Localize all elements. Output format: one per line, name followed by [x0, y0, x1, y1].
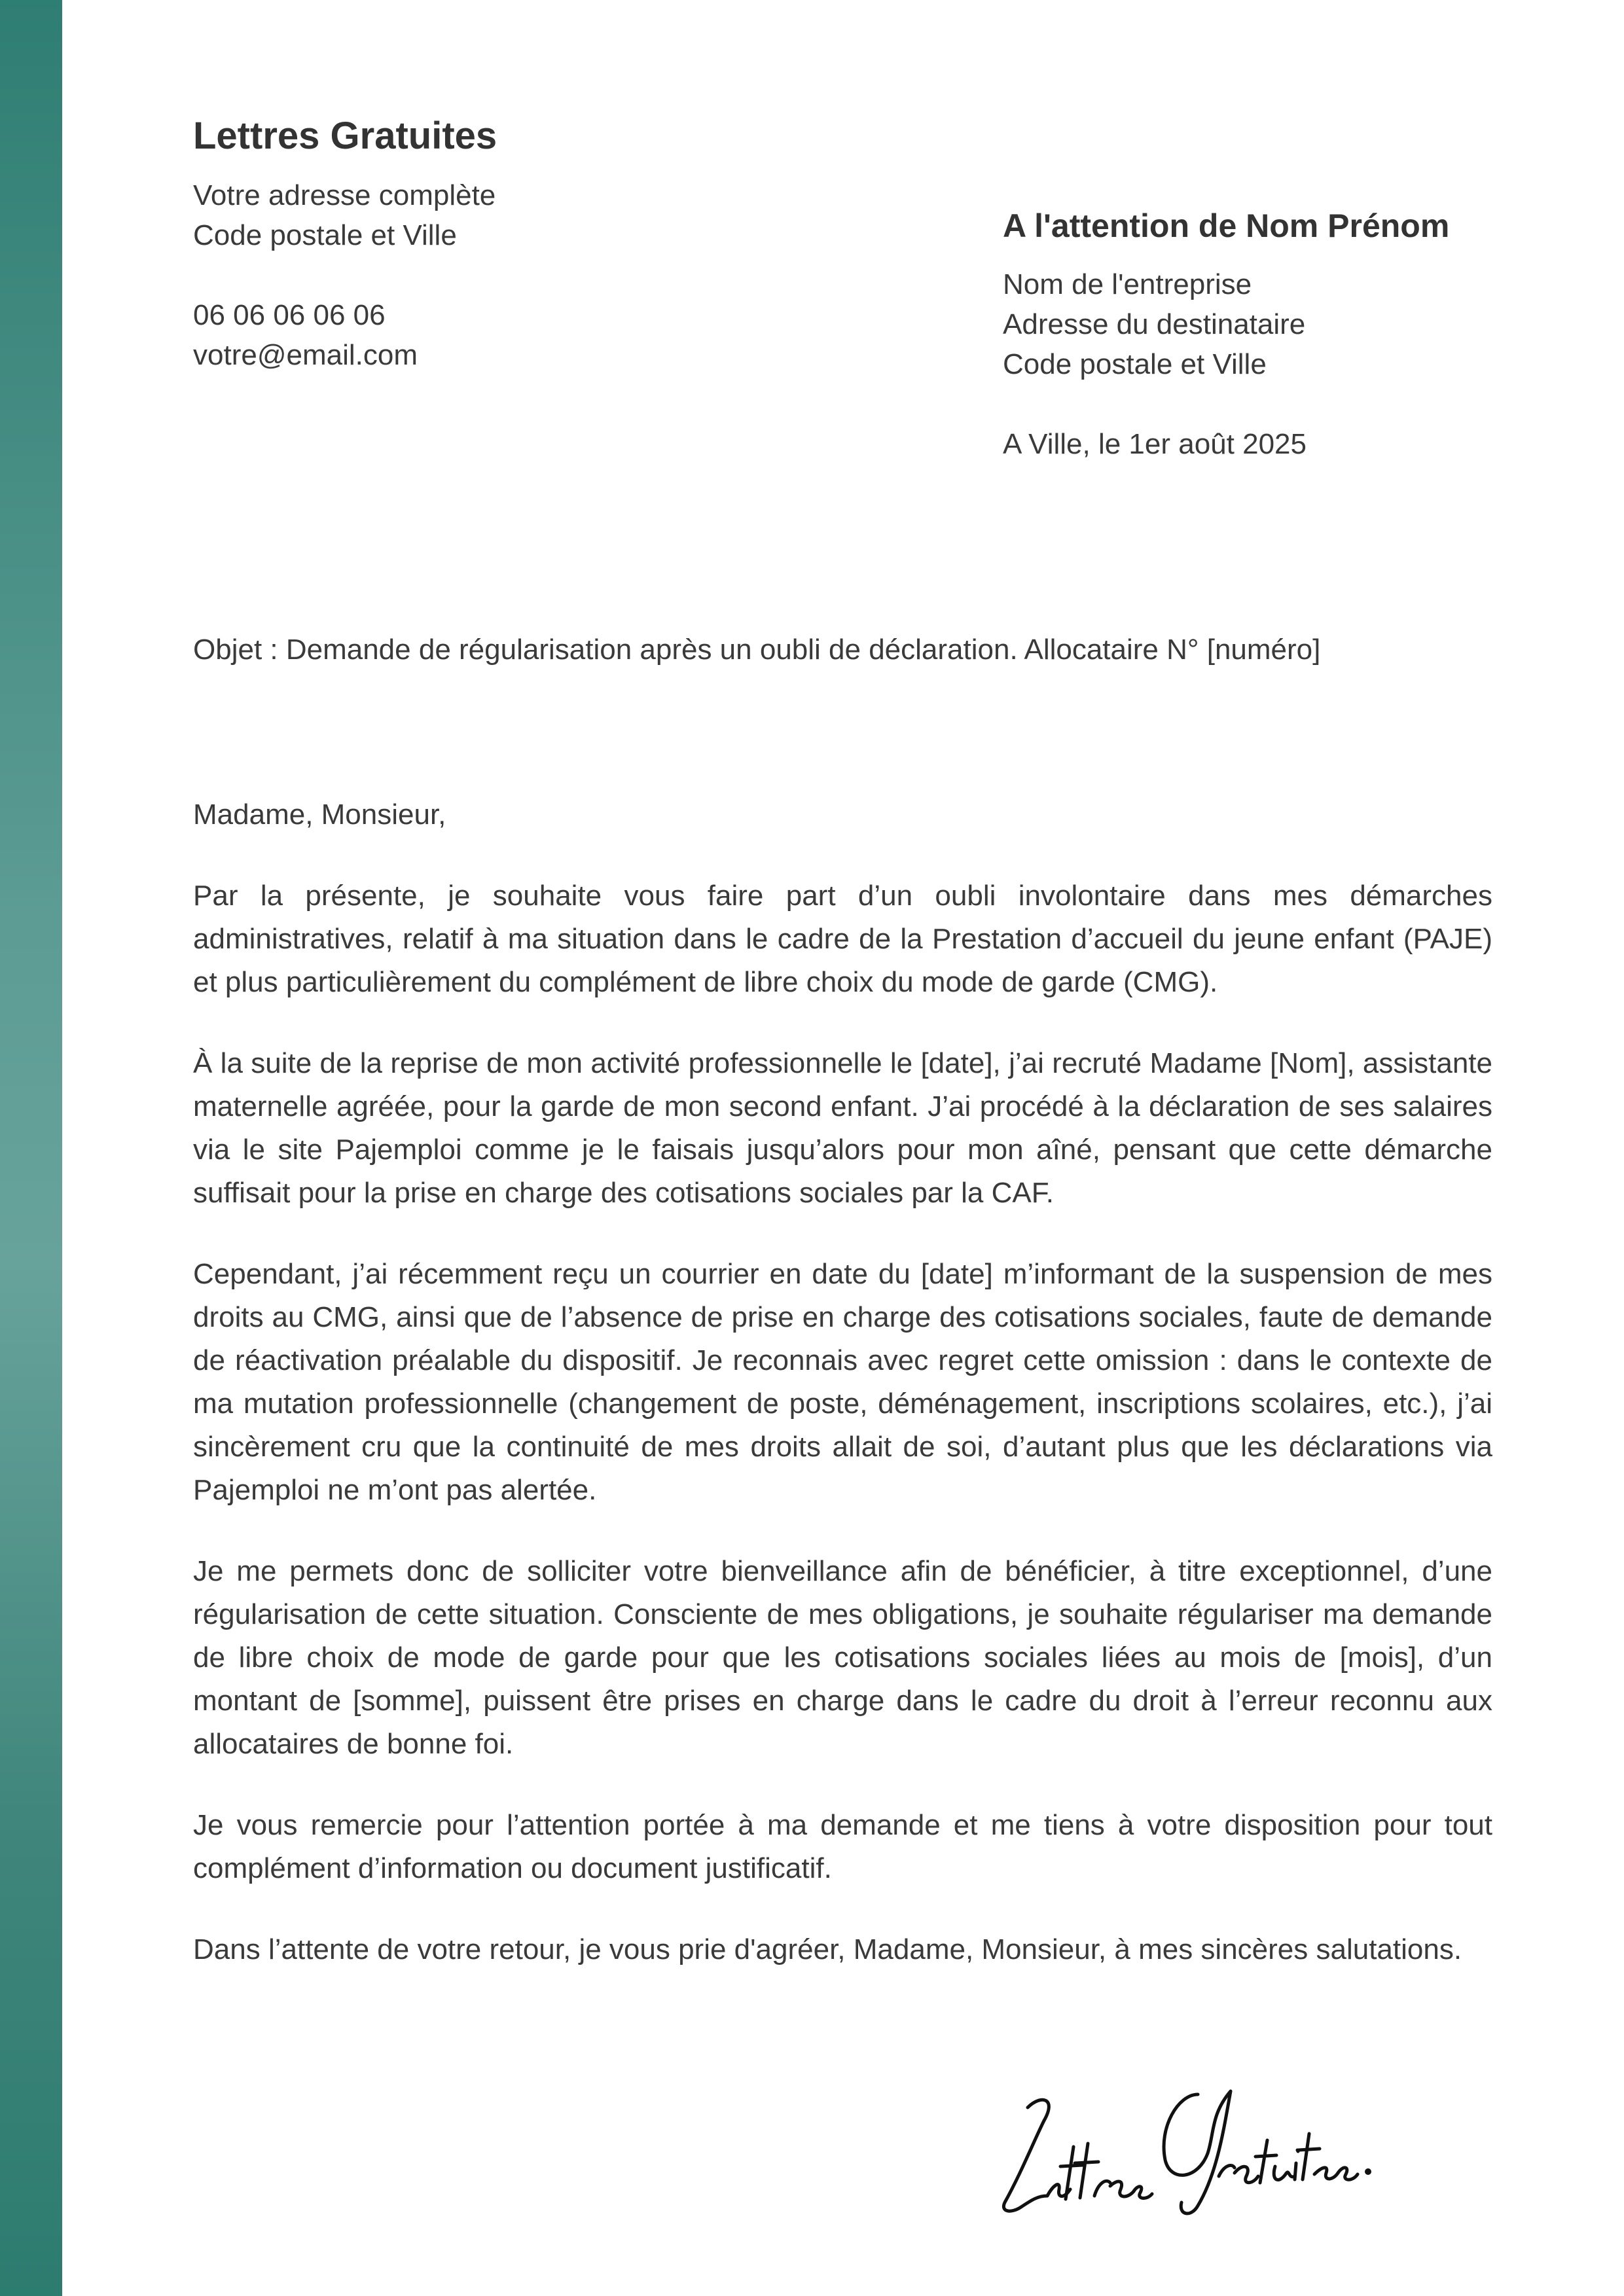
sender-name: Lettres Gratuites [193, 115, 497, 157]
sender-phone: 06 06 06 06 06 [193, 299, 386, 331]
recipient-city: Code postale et Ville [1003, 348, 1267, 380]
body-paragraph: Par la présente, je souhaite vous faire part d’un oubli involontaire dans mes démarches administratives, relatif à ma situation dans le cadre de la Prestation d’accueil du jeune enfant (PAJE) et plus particulièrement du complément de libre choix du mode de garde (CMG). [193, 880, 1492, 998]
letter-salutation: Madame, Monsieur, [193, 798, 446, 831]
handwritten-signature [982, 2068, 1375, 2225]
sender-city: Code postale et Ville [193, 219, 457, 251]
recipient-address: Adresse du destinataire [1003, 308, 1306, 340]
body-paragraph: Cependant, j’ai récemment reçu un courrier en date du [date] m’informant de la suspension de mes droits au CMG, ainsi que de l’absence de prise en charge des cotisations sociales, faute de demande de réactivation préalable du dispositif. Je reconnais avec regret cette omission : dans le contexte de ma mutation professionnelle (changement de poste, déménagement, inscriptions scolaires, etc.), j’ai sincèrement cru que la continuité de mes droits allait de soi, d’autant plus que les déclarations via Pajemploi ne m’ont pas alertée. [193, 1258, 1492, 1506]
letter-body [193, 793, 1492, 2009]
body-paragraph: Je me permets donc de solliciter votre bienveillance afin de bénéficier, à titre exceptionnel, d’une régularisation de cette situation. Consciente de mes obligations, je souhaite régulariser ma demande de libre choix de mode de garde pour que les cotisations sociales liées au mois de [mois], d’un montant de [somme], puissent être prises en charge dans le cadre du droit à l’erreur reconnu aux allocataires de bonne foi. [193, 1555, 1492, 1760]
body-paragraph: À la suite de la reprise de mon activité professionnelle le [date], j’ai recruté Madame [Nom], assistante maternelle agréée, pour la garde de mon second enfant. J’ai procédé à la déclaration de ses salaires via le site Pajemploi comme je le faisais jusqu’alors pour mon aîné, pensant que cette démarche suffisait pour la prise en charge des cotisations sociales par la CAF. [193, 1047, 1492, 1209]
letter-date: A Ville, le 1er août 2025 [1003, 428, 1307, 460]
recipient-company: Nom de l'entreprise [1003, 268, 1252, 300]
body-paragraph: Je vous remercie pour l’attention portée à ma demande et me tiens à votre disposition pour tout complément d’information ou document justificatif. [193, 1809, 1492, 1884]
side-color-band [0, 0, 62, 2296]
letter-subject: Objet : Demande de régularisation après un oubli de déclaration. Allocataire N° [numéro] [193, 634, 1321, 666]
sender-address: Votre adresse complète [193, 179, 496, 211]
sender-email: votre@email.com [193, 339, 418, 371]
recipient-block [1003, 203, 1592, 464]
closing-paragraph: Dans l’attente de votre retour, je vous prie d'agréer, Madame, Monsieur, à mes sincères salutations. [193, 1933, 1462, 1965]
recipient-title: A l'attention de Nom Prénom [1003, 207, 1450, 244]
sender-block [193, 110, 782, 375]
